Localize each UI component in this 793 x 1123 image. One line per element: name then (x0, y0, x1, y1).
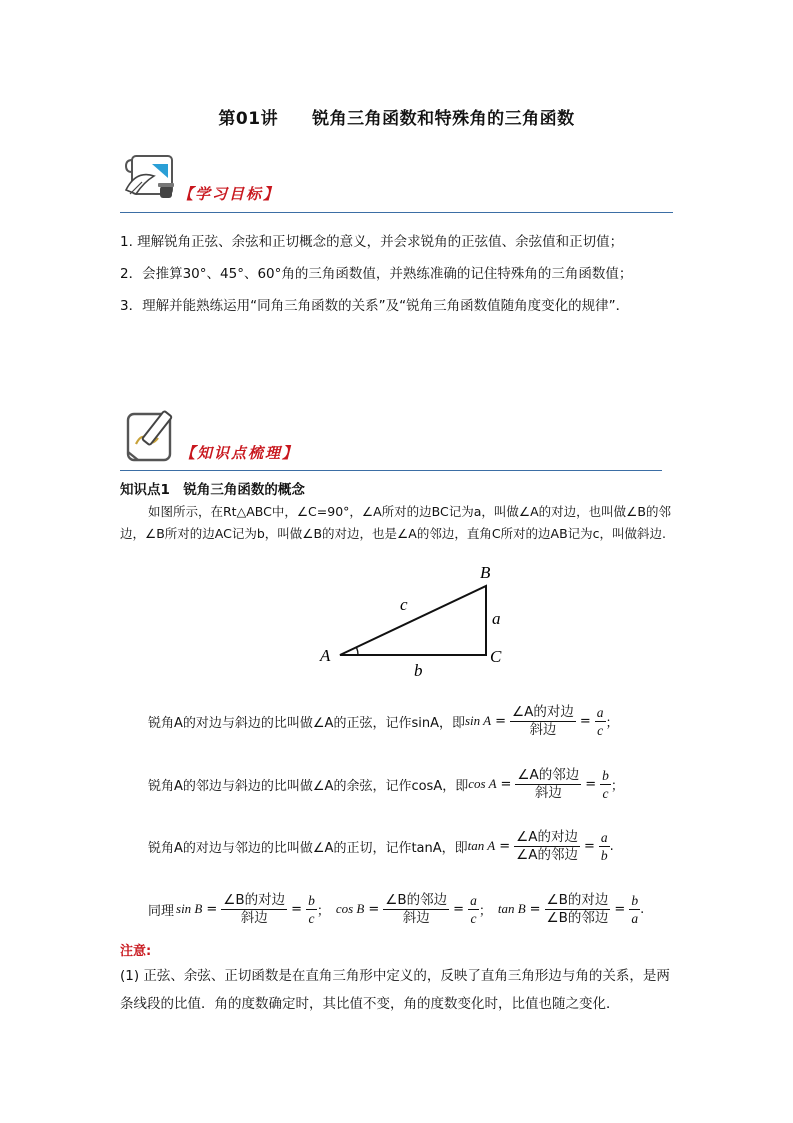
fraction: $\frac{\text{∠A的对边}}{\text{∠A的邻边}}$ (516, 828, 578, 863)
note-item: (1) 正弦、余弦、正切函数是在直角三角形中定义的，反映了直角三角形边与角的关系，是两条线段的比值．角的度数确定时，其比值不变，角的度数变化时，比值也随之变化． (120, 968, 670, 1012)
section-divider (120, 470, 662, 471)
vertex-c-label: C (490, 647, 502, 666)
lecture-topic: 锐角三角函数和特殊角的三角函数 (312, 109, 575, 129)
lecture-number: 第01讲 (218, 109, 279, 129)
kp1-intro: 如图所示，在Rt△ABC中，∠C=90°，∠A所对的边BC记为a，叫做∠A的对边，也叫做∠B的邻边，∠B所对的边AC记为b，叫做∠B的对边，也是∠A的邻边，直角C所对的边AB记为c，叫做斜边. (120, 504, 671, 541)
triangle-outline (340, 586, 486, 655)
vertex-a-label: A (320, 646, 331, 665)
note-heading: 注意: (120, 944, 152, 959)
formula-b-line: 同理 sin B = $\frac{\text{∠B的对边}}{\text{斜边}}$ = $\frac{b}{c}$ ； cos B = $\frac{\text{∠B的邻边}}{\text{斜边}}$ = $\frac{a}{c}$ ； tan B = $\frac{\text{∠B的对边}}{\text{∠B的邻边}}$ = $\frac{b}{a}$ . (148, 891, 645, 926)
formula-sin-a: 锐角A的对边与斜边的比叫做∠A的正弦，记作sinA，即 sin A = $\frac{\text{∠A的对边}}{\text{斜边}}$ = $\frac{a}{c}$ ； (148, 703, 619, 738)
formula-lhs: tan A (467, 838, 496, 853)
notepad-pencil-icon (122, 406, 184, 466)
kp1-heading: 知识点1 锐角三角函数的概念 (120, 482, 305, 498)
formula-text: 锐角A的对边与邻边的比叫做∠A的正切，记作tanA，即 (148, 840, 468, 856)
formula-lhs: sin A (464, 713, 492, 728)
fraction: $\frac{\text{∠A的对边}}{\text{斜边}}$ (512, 703, 574, 738)
objective-item: 2．会推算30°、45°、60°角的三角函数值，并熟练准确的记住特殊角的三角函数值； (120, 266, 633, 282)
objective-item: 1. 理解锐角正弦、余弦和正切概念的意义，并会求锐角的正弦值、余弦值和正切值； (120, 234, 624, 250)
formula-cos-a: 锐角A的邻边与斜边的比叫做∠A的余弦，记作cosA，即 cos A = $\frac{\text{∠A的邻边}}{\text{斜边}}$ = $\frac{b}{c}$ ； (148, 766, 624, 801)
objective-item: 3．理解并能熟练运用“同角三角函数的关系”及“锐角三角函数值随角度变化的规律”． (120, 298, 630, 314)
fraction-vars: $\frac{b}{c}$ (602, 767, 609, 801)
fraction-vars: $\frac{b}{c}$ (308, 892, 315, 926)
formula-text: 锐角A的邻边与斜边的比叫做∠A的余弦，记作cosA，即 (148, 778, 469, 794)
fraction-vars: $\frac{a}{b}$ (600, 829, 608, 863)
fraction-vars: $\frac{b}{a}$ (631, 892, 639, 926)
fraction-vars: $\frac{a}{c}$ (470, 892, 477, 926)
section-divider (120, 212, 673, 213)
formula-text: 锐角A的对边与斜边的比叫做∠A的正弦，记作sinA，即 (148, 715, 465, 731)
fraction: $\frac{\text{∠B的对边}}{\text{∠B的邻边}}$ (546, 891, 609, 926)
side-c-label: c (400, 595, 408, 614)
formula-lhs: cos A (468, 776, 497, 791)
objectives-list (120, 226, 675, 322)
section-label-knowledge: 【知识点梳理】 (180, 444, 300, 462)
vertex-b-label: B (480, 563, 491, 582)
right-triangle-diagram (310, 556, 530, 686)
side-b-label: b (414, 661, 423, 680)
page-title (0, 104, 793, 129)
scroll-quill-icon (122, 150, 182, 208)
formula-tan-a: 锐角A的对边与邻边的比叫做∠A的正切，记作tanA，即 tan A = $\frac{\text{∠A的对边}}{\text{∠A的邻边}}$ = $\frac{a}{b}$ . (148, 828, 614, 863)
side-a-label: a (492, 609, 501, 628)
angle-a-arc (357, 648, 359, 656)
fraction-vars: $\frac{a}{c}$ (596, 704, 604, 738)
fraction: $\frac{\text{∠B的邻边}}{\text{斜边}}$ (385, 891, 448, 926)
fraction: $\frac{\text{∠B的对边}}{\text{斜边}}$ (223, 891, 286, 926)
fraction: $\frac{\text{∠A的邻边}}{\text{斜边}}$ (517, 766, 580, 801)
section-label-objectives: 【学习目标】 (178, 185, 281, 203)
formula-prefix: 同理 (148, 903, 175, 919)
